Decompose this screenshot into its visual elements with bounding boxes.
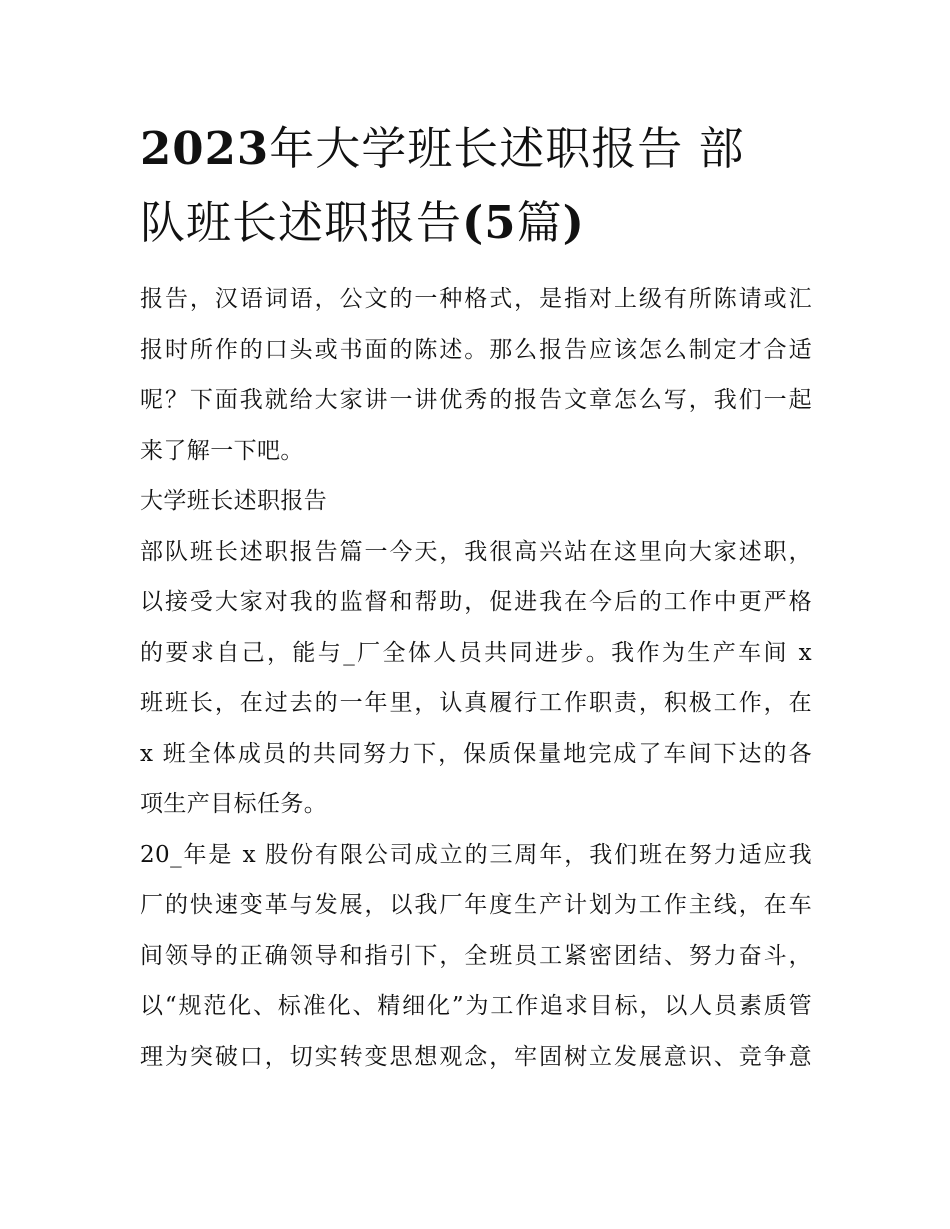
text-line: 20_年是 x 股份有限公司成立的三周年，我们班在努力适应我 <box>140 841 812 868</box>
title-line-1 <box>140 112 812 186</box>
title-line-1-text: 年大学班长述职报告 部 <box>269 122 745 175</box>
title-count-unit: 篇 <box>516 196 563 249</box>
text-line: 厂的快速变革与发展，以我厂年度生产计划为工作主线，在车 <box>140 892 812 918</box>
text-line: 的要求自己，能与_厂全体人员共同进步。我作为生产车间 x <box>140 639 812 666</box>
title-line-2-text: 队班长述职报告 <box>140 196 463 249</box>
text-line: 部队班长述职报告篇一今天，我很高兴站在这里向大家述职， <box>140 538 812 565</box>
text-line: 呢？下面我就给大家讲一讲优秀的报告文章怎么写，我们一起 <box>140 387 812 413</box>
text-line: 间领导的正确领导和指引下，全班员工紧密团结、努力奋斗， <box>140 942 812 969</box>
document-body <box>140 274 812 1082</box>
text-line: 项生产目标任务。 <box>140 791 328 817</box>
text-line: 以接受大家对我的监督和帮助，促进我在今后的工作中更严格 <box>140 589 812 615</box>
title-close-paren: ) <box>562 196 585 249</box>
text-line: 来了解一下吧。 <box>140 437 304 464</box>
document-title <box>140 112 812 260</box>
text-line: 报告，汉语词语，公文的一种格式，是指对上级有所陈请或汇 <box>140 286 812 312</box>
text-line: 班班长，在过去的一年里，认真履行工作职责，积极工作，在 <box>140 690 812 716</box>
title-year: 2023 <box>140 122 270 175</box>
intro-paragraph <box>140 274 812 476</box>
body-paragraph <box>140 830 812 1083</box>
text-line: 报时所作的口头或书面的陈述。那么报告应该怎么制定才合适 <box>140 336 812 363</box>
section-heading <box>140 476 812 527</box>
text-line: 大学班长述职报告 <box>140 488 328 514</box>
document-page <box>140 112 812 1082</box>
title-count: (5 <box>462 196 517 249</box>
text-line: x 班全体成员的共同努力下，保质保量地完成了车间下达的各 <box>140 740 812 767</box>
text-line: 理为突破口，切实转变思想观念，牢固树立发展意识、竞争意 <box>140 1043 812 1070</box>
body-paragraph <box>140 527 812 830</box>
text-line: 以“规范化、标准化、精细化”为工作追求目标，以人员素质管 <box>140 993 812 1019</box>
title-line-2 <box>140 186 812 260</box>
